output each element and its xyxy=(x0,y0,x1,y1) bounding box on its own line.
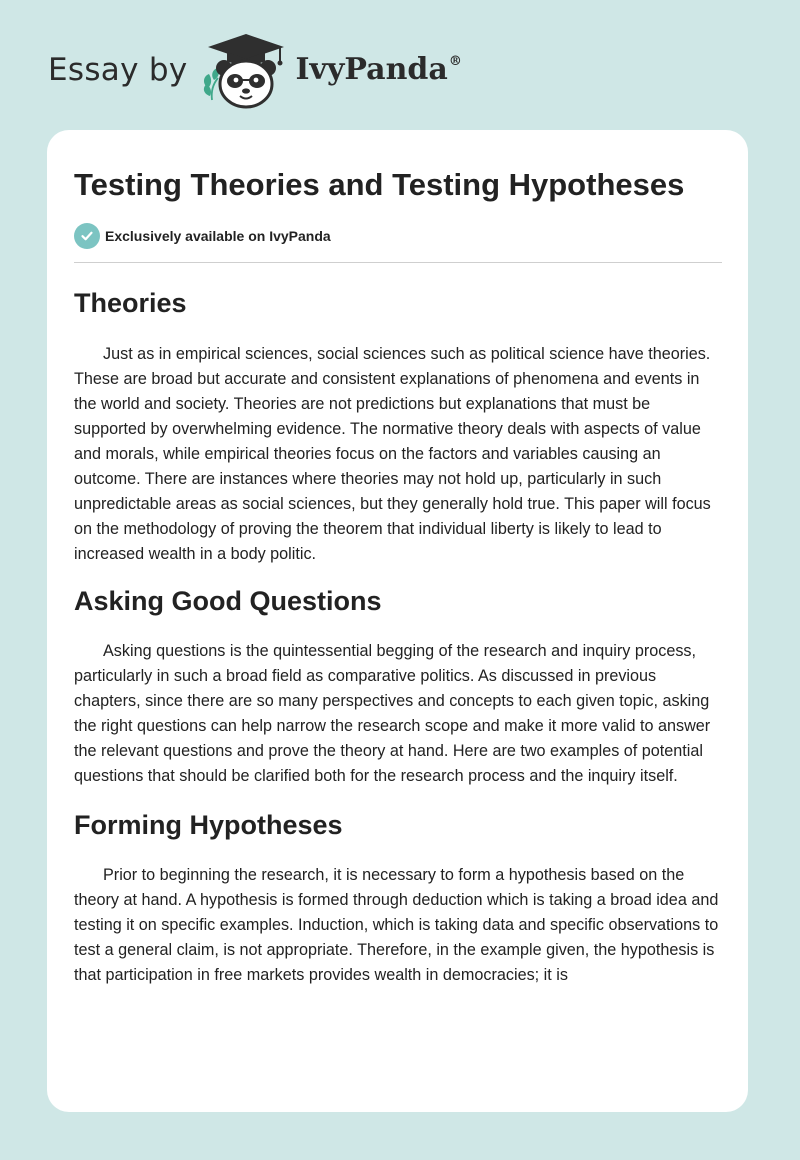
badge-label: Exclusively available on IvyPanda xyxy=(105,228,331,244)
essay-card xyxy=(47,130,748,1112)
essay-by-label: Essay by xyxy=(48,51,188,88)
section-heading: Forming Hypotheses xyxy=(74,810,343,840)
section-heading: Asking Good Questions xyxy=(74,586,382,616)
exclusive-badge xyxy=(74,222,724,250)
section-theories xyxy=(74,286,724,567)
essay-content xyxy=(74,130,724,988)
section-forming-hypotheses xyxy=(74,808,724,988)
panda-logo-icon[interactable] xyxy=(200,30,290,110)
registered-mark: ® xyxy=(448,54,462,69)
section-asking-good-questions xyxy=(74,584,724,789)
section-paragraph: Prior to beginning the research, it is necessary to form a hypothesis based on the theory at hand. A hypothesis is formed through deduction which is taking a broad idea and testing it on specific examples. Induction, which is taking data and specific observations to test a general claim, is not appropriate. Therefore, in the example given, the hypothesis is that participation in free markets provides wealth in democracies; it is xyxy=(74,866,719,984)
site-header xyxy=(48,30,462,110)
section-paragraph: Asking questions is the quintessential begging of the research and inquiry process, particularly in such a broad field as comparative politics. As discussed in previous chapters, since there are so many perspectives and concepts to each given topic, asking the right questions can help narrow the research scope and make it more valid to answer the relevant questions and prove the theory at hand. Here are two examples of potential questions that should be clarified both for the research process and the inquiry itself. xyxy=(74,642,711,785)
checkmark-icon xyxy=(74,223,100,249)
title-divider xyxy=(74,262,722,263)
essay-title: Testing Theories and Testing Hypotheses xyxy=(74,167,685,202)
brand-text: IvyPanda xyxy=(295,52,448,87)
section-paragraph: Just as in empirical sciences, social sciences such as political science have theories. These are broad but accurate and consistent explanations of phenomena and events in the world and society. Theories are not predictions but explanations that must be supported by overwhelming evidence. The normative theory deals with aspects of value and morals, while empirical theories focus on the factors and variables causing an outcome. There are instances where theories may not hold up, particularly in such unpredictable areas as social sciences, but they generally hold true. This paper will focus on the methodology of proving the theorem that individual liberty is likely to lead to increased wealth in a body politic. xyxy=(74,345,711,563)
section-heading: Theories xyxy=(74,288,187,318)
brand-name[interactable] xyxy=(295,52,462,87)
